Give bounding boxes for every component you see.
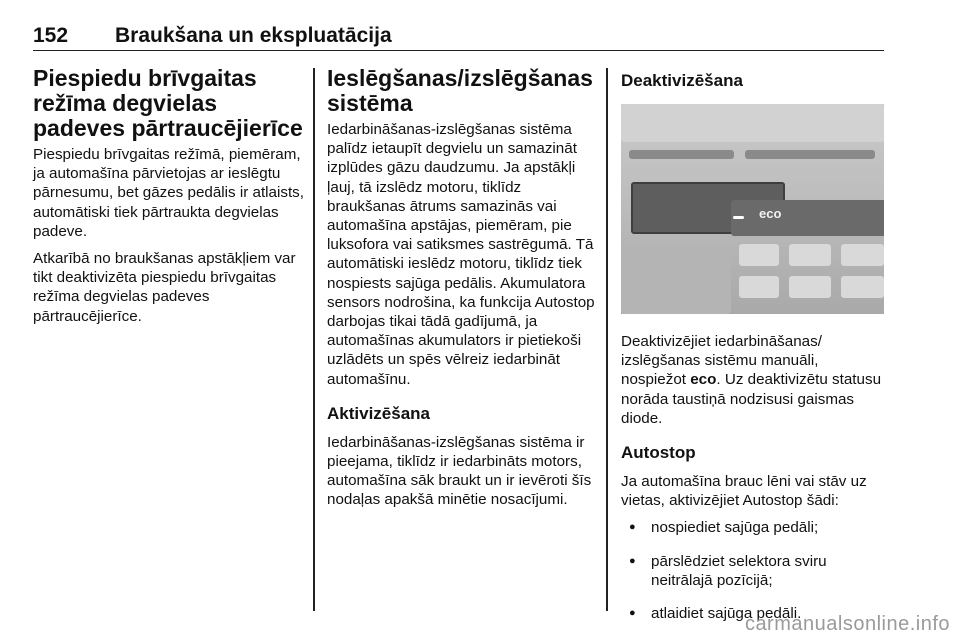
eco-key-label: eco	[690, 371, 717, 389]
section-heading: Piespiedu brīvgaitas režīma degvielas padeves pārtraucējierīce	[33, 65, 303, 141]
column-2	[327, 66, 595, 518]
paragraph: Atkarībā no braukšanas apstākļiem var tikt deaktivizēta piespiedu brīvgaitas režīma degvielas padeves pārtraucējierīce.	[33, 250, 296, 325]
list-item: ● atlaidiet sajūga pedāli.	[621, 604, 886, 623]
chapter-title: Braukšana un ekspluatācija	[115, 24, 392, 47]
text-span: Deaktivizējiet iedarbināšanas/ izslēgšanas sistēmu manuāli, nospiežot	[621, 333, 822, 389]
paragraph: Iedarbināšanas-izslēgšanas sistēma ir pieejama, tiklīdz ir iedarbināts motors, automašīna sāk braukt un ir ievēroti šīs nodaļas apakšā minētie nosacījumi.	[327, 433, 592, 509]
list-item: ● nospiediet sajūga pedāli;	[621, 518, 886, 537]
paragraph: Iedarbināšanas-izslēgšanas sistēma palīdz ietaupīt degvielu un samazināt izplūdes gāzu daudzumu. Ja apstākļi ļauj, tā izslēdz motoru, tiklīdz braukšanas ātrums samazinās vai automašīna apstājas, piemēram, pie luksofora vai satiksmes sastrēgumā. Tā automātiski ieslēdz motoru, tiklīdz tiek nospiests sajūga pedālis. Akumulatora sensors nodrošina, ka funkcija Autostop darbojas tikai tādā gadījumā, ja automašīnas akumulators ir pietiekoši uzlādēts un spēs vēlreiz iedarbināt automašīnu.	[327, 121, 595, 388]
section-heading: Ieslēgšanas/izslēgšanas sistēma	[327, 65, 593, 116]
column-1	[33, 66, 305, 334]
eco-button-photo	[621, 104, 884, 314]
column-3	[621, 66, 886, 637]
column-divider	[313, 68, 315, 611]
section-heading: Deaktivizēšana	[621, 71, 743, 90]
column-divider	[606, 68, 608, 611]
sub-heading: Autostop	[621, 443, 696, 463]
page-header	[33, 20, 884, 51]
paragraph	[621, 332, 886, 428]
led-indicator-icon	[733, 216, 744, 219]
watermark: carmanualsonline.info	[744, 613, 950, 635]
sub-heading: Aktivizēšana	[327, 403, 430, 423]
bullet-list	[621, 518, 886, 623]
eco-button-label: eco	[759, 206, 782, 221]
text-span: . Uz deaktivizētu statusu norāda taustiņā nodzisusi gaismas diode.	[621, 371, 882, 427]
paragraph: Piespiedu brīvgaitas režīmā, piemēram, ja automašīna pārvietojas ar ieslēgtu pārnesumu, bet gāzes pedālis ir atlaists, automātiski tiek pārtraukta degvielas padeve.	[33, 146, 304, 240]
page-number: 152	[33, 24, 69, 47]
paragraph: Ja automašīna brauc lēni vai stāv uz vietas, aktivizējiet Autostop šādi:	[621, 473, 867, 510]
list-item: ● pārslēdziet selektora sviru neitrālajā pozīcijā;	[621, 552, 886, 590]
